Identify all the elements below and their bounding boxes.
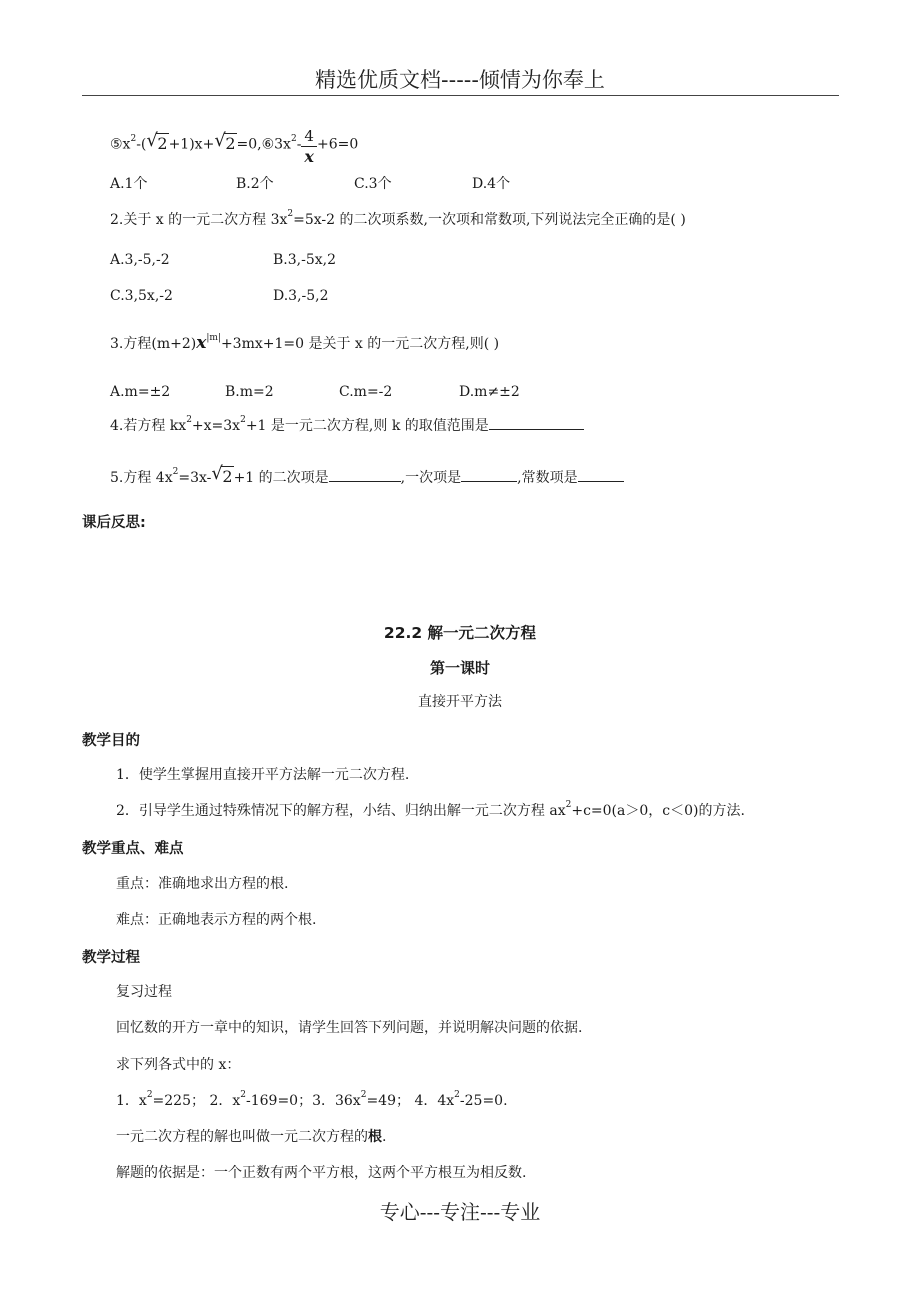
q5-text: ,一次项是 [400,470,462,486]
eq-text: 1．x [116,1093,147,1109]
q2-stem [110,210,686,230]
q4-text: +x=3x [191,418,241,434]
q1-option-c: C.3个 [354,176,392,192]
reflection-heading: 课后反思: [82,515,146,531]
q1-sup: 2 [130,133,137,144]
q1-text: +1)x+ [168,136,215,153]
q5-text: 5.方程 4x [110,470,173,486]
keypoints-heading: 教学重点、难点 [82,841,184,857]
q1-equations [110,124,358,165]
root-definition [116,1127,386,1147]
page-footer: 专心---专注---专业 [379,1200,541,1224]
process-heading: 教学过程 [82,950,140,966]
q4-stem [110,415,584,436]
q2-sup: 2 [287,209,294,220]
equation-list [116,1091,508,1111]
eq-sup: 2 [360,1090,367,1101]
goal-item-1: 1．使学生掌握用直接开平方法解一元二次方程. [116,767,410,783]
q2-option-c: C.3,5x,-2 [110,288,173,304]
goal-sup: 2 [565,800,572,811]
q3-text: +3mx+1=0 是关于 x 的一元二次方程,则( ) [220,336,500,352]
recall-text: 回忆数的开方一章中的知识，请学生回答下列问题，并说明解决问题的依据. [116,1020,583,1036]
eq-text: -25=0. [459,1093,508,1109]
q3-option-c: C.m=-2 [339,384,393,400]
q2-option-b: B.3,-5x,2 [273,252,336,268]
fraction [301,126,317,167]
q1-text: +6=0 [316,136,359,153]
q2-text: =5x-2 的二次项系数,一次项和常数项,下列说法完全正确的是( ) [293,212,686,228]
q3-text: 3.方程(m+2) [110,336,197,352]
q1-text: =0,⑥3x [236,136,291,153]
q2-text: 2.关于 x 的一元二次方程 3x [110,212,288,228]
goals-heading: 教学目的 [82,733,140,749]
q5-sup: 2 [172,467,179,478]
q1-sup: 2 [290,133,297,144]
review-label: 复习过程 [116,984,172,1000]
q5-stem [110,463,624,488]
q3-stem [110,333,499,354]
sqrt-symbol: √ 2 [214,129,236,153]
q3-option-a: A.m=±2 [110,384,171,400]
q1-text: - [296,136,302,153]
answer-blank[interactable] [578,467,624,482]
q5-text: ,常数项是 [517,470,578,486]
sqrt-radicand: 2 [222,467,233,486]
lesson-subtitle: 第一课时 [429,659,490,677]
section-title: 22.2 解一元二次方程 [383,624,537,642]
eq-text: -169=0；3．36x [246,1093,361,1109]
q1-text: -( [136,136,147,153]
key-point: 重点：准确地求出方程的根. [116,876,289,892]
q3-exponent: |m| [206,333,221,344]
sqrt-symbol: √ 2 [146,129,168,153]
q4-sup: 2 [240,415,246,426]
page-header: 精选优质文档-----倾情为你奉上 [315,68,605,92]
sqrt-radicand: 2 [225,133,236,153]
eq-sup: 2 [240,1090,246,1101]
difficult-point: 难点：正确地表示方程的两个根. [116,912,317,928]
q1-option-d: D.4个 [472,176,511,192]
fraction-denominator: x [304,147,314,166]
q1-option-b: B.2个 [236,176,274,192]
header-rule [82,95,839,96]
sqrt-symbol: √ 2 [211,463,233,486]
goal-item-2 [116,801,745,821]
goal-text: +c=0(a＞0，c＜0)的方法. [571,803,745,819]
q3-variable: x [196,333,207,353]
q4-text: +1 是一元二次方程,则 k 的取值范围是 [245,418,489,434]
sqrt-radicand: 2 [157,133,168,153]
q4-sup: 2 [186,415,192,426]
answer-blank[interactable] [489,415,584,430]
root-text: 一元二次方程的解也叫做一元二次方程的 [116,1129,368,1145]
q5-text: =3x- [178,470,212,486]
root-text: . [382,1129,387,1145]
q2-option-d: D.3,-5,2 [273,288,329,304]
fraction-numerator: 4 [301,126,317,147]
root-term: 根 [368,1129,382,1145]
q3-option-b: B.m=2 [225,384,274,400]
q4-text: 4.若方程 kx [110,418,187,434]
q1-text: ⑤x [110,136,131,153]
q5-text: +1 的二次项是 [233,470,329,486]
answer-blank[interactable] [329,467,401,482]
eq-sup: 2 [146,1090,153,1101]
answer-blank[interactable] [461,467,517,482]
eq-text: =49； 4．4x [366,1093,455,1109]
q2-option-a: A.3,-5,-2 [110,252,170,268]
eq-sup: 2 [454,1090,460,1101]
ask-text: 求下列各式中的 x： [116,1057,241,1073]
q3-option-d: D.m≠±2 [459,384,520,400]
q1-option-a: A.1个 [110,176,148,192]
goal-text: 2．引导学生通过特殊情况下的解方程，小结、归纳出解一元二次方程 ax [116,803,566,819]
eq-text: =225； 2．x [152,1093,241,1109]
lesson-topic: 直接开平方法 [418,694,502,710]
basis-text: 解题的依据是：一个正数有两个平方根，这两个平方根互为相反数. [116,1165,527,1181]
